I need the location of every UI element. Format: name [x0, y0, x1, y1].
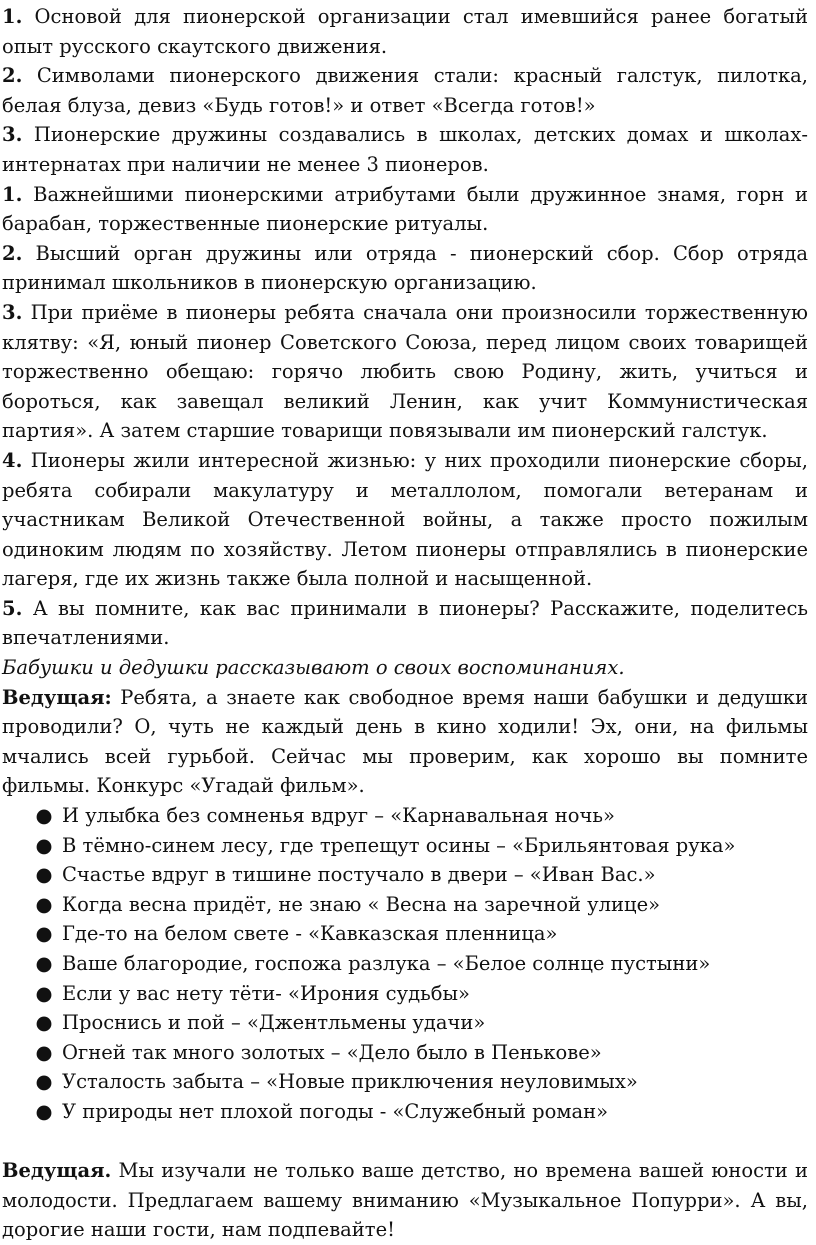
paragraph-text: Важнейшими пионерскими атрибутами были дружинное знамя, горн и барабан, торжественные пионерские ритуалы. [2, 182, 808, 236]
paragraph [2, 180, 808, 239]
blank-line [2, 1127, 808, 1157]
paragraph-number: 4. [2, 448, 23, 472]
paragraph-number: 1. [2, 182, 23, 206]
film-line: Проснись и пой – «Джентльмены удачи» [62, 1011, 486, 1035]
film-line: Огней так много золотых – «Дело было в Пенькове» [62, 1040, 602, 1064]
paragraph [2, 298, 808, 446]
bullet-icon: ● [35, 981, 53, 1005]
paragraph-number: 1. [2, 5, 23, 28]
paragraph-number: 2. [2, 241, 23, 265]
paragraph-number: 2. [2, 64, 23, 88]
list-item [35, 919, 808, 949]
bullet-icon: ● [35, 952, 53, 975]
speaker-label: Ведущая: [2, 685, 112, 709]
paragraph-text: Высший орган дружины или отряда - пионерский сбор. Сбор отряда принимал школьников в пионерскую организацию. [2, 241, 808, 295]
list-item [35, 1097, 808, 1127]
host-paragraph [2, 1156, 808, 1245]
bullet-icon: ● [35, 1070, 53, 1094]
film-line: Когда весна придёт, не знаю « Весна на заречной улице» [62, 892, 661, 916]
list-item [35, 1008, 808, 1038]
list-item [35, 831, 808, 861]
list-item [35, 979, 808, 1009]
bullet-icon: ● [35, 922, 53, 946]
paragraph [2, 594, 808, 653]
film-line: У природы нет плохой погоды - «Служебный роман» [62, 1099, 609, 1123]
bullet-icon: ● [35, 1099, 53, 1123]
italic-note: Бабушки и дедушки рассказывают о своих воспоминаниях. [2, 656, 625, 680]
paragraph [2, 446, 808, 594]
paragraph [2, 239, 808, 298]
paragraph-text: При приёме в пионеры ребята сначала они произносили торжественную клятву: «Я, юный пионер Советского Союза, перед лицом своих товарищей торжественно обещаю: горячо любить свою Родину, жить, учиться и бороться, как завещал великий Ленин, как учит Коммунистическая партия». А затем старшие товарищи повязывали им пионерский галстук. [2, 300, 808, 443]
film-line: Где-то на белом свете - «Кавказская пленница» [62, 922, 558, 946]
film-line: Если у вас нету тёти- «Ирония судьбы» [62, 981, 470, 1005]
list-item [35, 801, 808, 831]
host-text: Мы изучали не только ваше детство, но времена вашей юности и молодости. Предлагаем вашему вниманию «Музыкальное Попурри». А вы, дорогие наши гости, нам подпевайте! [2, 1159, 808, 1242]
bullet-icon: ● [35, 892, 53, 916]
bullet-icon: ● [35, 1011, 53, 1035]
paragraph-text: Пионерские дружины создавались в школах, детских домах и школах-интернатах при наличии не менее 3 пионеров. [2, 123, 808, 176]
paragraph-number: 3. [2, 123, 23, 147]
numbered-paragraphs [2, 2, 808, 653]
speaker-label: Ведущая. [2, 1159, 112, 1183]
film-line: В тёмно-синем лесу, где трепещут осины – «Брильянтовая рука» [62, 833, 736, 857]
paragraph [2, 61, 808, 120]
paragraph-text: Пионеры жили интересной жизнью: у них проходили пионерские сборы, ребята собирали макулатуру и металлолом, помогали ветеранам и участникам Великой Отечественной войны, а также просто пожилым одиноким людям по хозяйству. Летом пионеры отправлялись в пионерские лагеря, где их жизнь также была полной и насыщенной. [2, 448, 808, 591]
list-item [35, 860, 808, 890]
film-line: Ваше благородие, госпожа разлука – «Белое солнце пустыни» [62, 952, 711, 975]
list-item [35, 1038, 808, 1068]
paragraph [2, 2, 808, 61]
film-line: Счастье вдруг в тишине постучало в двери – «Иван Вас.» [62, 863, 656, 887]
paragraph-number: 3. [2, 300, 23, 324]
bullet-icon: ● [35, 804, 53, 828]
bullet-icon: ● [35, 1040, 53, 1064]
paragraph-text: Символами пионерского движения стали: красный галстук, пилотка, белая блуза, девиз «Будь готов!» и ответ «Всегда готов!» [2, 64, 808, 117]
paragraph [2, 120, 808, 179]
paragraph-text: Основой для пионерской организации стал имевшийся ранее богатый опыт русского скаутского движения. [2, 5, 808, 58]
host-paragraph [2, 683, 808, 801]
list-item [35, 1067, 808, 1097]
list-item [35, 890, 808, 920]
list-item [35, 949, 808, 979]
bullet-icon: ● [35, 863, 53, 887]
film-line: И улыбка без сомненья вдруг – «Карнавальная ночь» [62, 804, 615, 828]
film-list [2, 801, 808, 1127]
host-text: Ребята, а знаете как свободное время наши бабушки и дедушки проводили? О, чуть не каждый день в кино ходили! Эх, они, на фильмы мчались всей гурьбой. Сейчас мы проверим, как хорошо вы помните фильмы. Конкурс «Угадай фильм». [2, 685, 808, 798]
paragraph-text: А вы помните, как вас принимали в пионеры? Расскажите, поделитесь впечатлениями. [2, 596, 808, 650]
bullet-icon: ● [35, 833, 53, 857]
paragraph-number: 5. [2, 596, 23, 620]
film-line: Усталость забыта – «Новые приключения неуловимых» [62, 1070, 638, 1094]
